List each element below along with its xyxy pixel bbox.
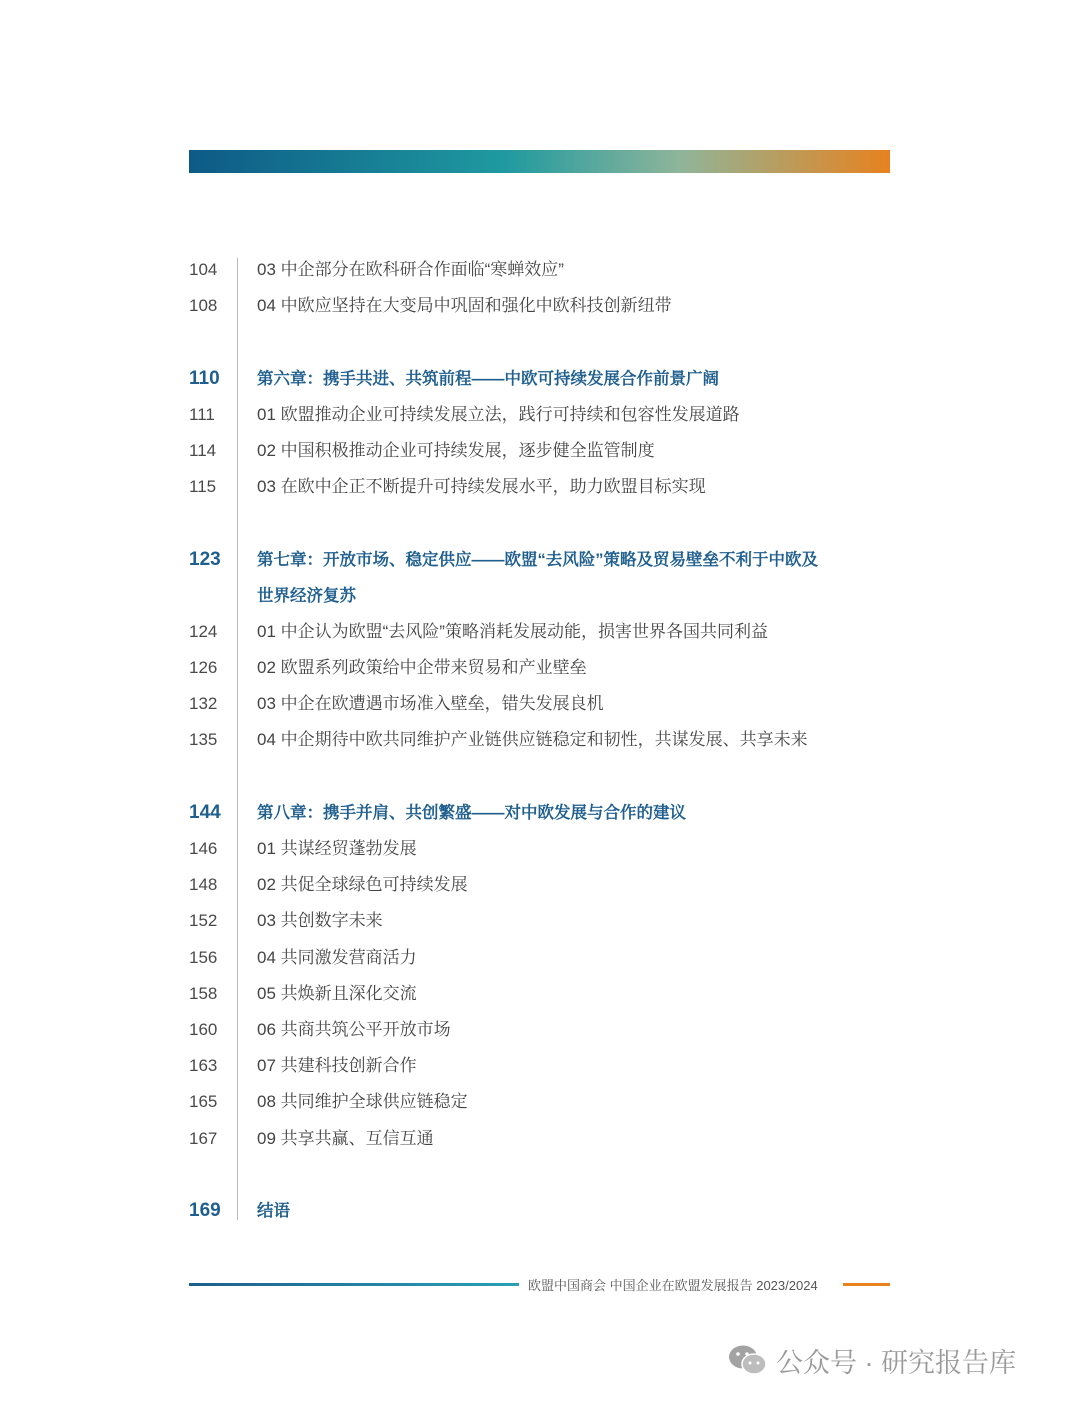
toc-entry[interactable]: 167 09 共享共赢、互信互通	[189, 1128, 434, 1148]
toc-entry[interactable]: 104 03 中企部分在欧科研合作面临“寒蝉效应”	[189, 260, 564, 279]
toc-entry[interactable]: 148 02 共促全球绿色可持续发展	[189, 875, 468, 895]
wechat-icon	[728, 1343, 768, 1377]
toc-chapter-heading[interactable]: 144 第八章：携手并肩、共创繁盛——对中欧发展与合作的建议	[189, 801, 686, 823]
watermark-text: 公众号 · 研究报告库	[776, 1347, 1016, 1378]
toc-entry[interactable]: 111 01 欧盟推动企业可持续发展立法，践行可持续和包容性发展道路	[189, 404, 740, 424]
toc-entry[interactable]: 158 05 共焕新且深化交流	[189, 983, 417, 1003]
toc-entry[interactable]: 152 03 共创数字未来	[189, 911, 383, 931]
table-of-contents	[189, 252, 890, 1229]
toc-entry[interactable]: 146 01 共谋经贸蓬勃发展	[189, 839, 417, 858]
footer-rule-left	[189, 1283, 519, 1286]
toc-entry[interactable]: 156 04 共同激发营商活力	[189, 947, 417, 967]
toc-entry[interactable]: 165 08 共同维护全球供应链稳定	[189, 1092, 468, 1112]
footer-rule-right	[843, 1283, 890, 1286]
toc-chapter-heading-continued[interactable]: 世界经济复苏	[257, 586, 356, 605]
toc-entry[interactable]: 160 06 共商共筑公平开放市场	[189, 1019, 451, 1039]
header-gradient-bar	[189, 150, 890, 173]
toc-chapter-heading[interactable]: 169 结语	[189, 1199, 290, 1221]
toc-entry[interactable]: 135 04 中企期待中欧共同维护产业链供应链稳定和韧性，共谋发展、共享未来	[189, 730, 808, 750]
toc-entry[interactable]: 124 01 中企认为欧盟“去风险”策略消耗发展动能，损害世界各国共同利益	[189, 621, 768, 641]
toc-entry[interactable]: 115 03 在欧中企正不断提升可持续发展水平，助力欧盟目标实现	[189, 477, 706, 497]
toc-chapter-heading[interactable]: 110 第六章：携手共进、共筑前程——中欧可持续发展合作前景广阔	[189, 367, 719, 389]
footer-caption: 欧盟中国商会 中国企业在欧盟发展报告 2023/2024	[528, 1278, 818, 1293]
toc-entry[interactable]: 126 02 欧盟系列政策给中企带来贸易和产业壁垒	[189, 658, 587, 678]
toc-entry[interactable]: 114 02 中国积极推动企业可持续发展，逐步健全监管制度	[189, 440, 655, 460]
toc-entry[interactable]: 108 04 中欧应坚持在大变局中巩固和强化中欧科技创新纽带	[189, 296, 672, 316]
watermark	[728, 1340, 1016, 1380]
toc-chapter-heading[interactable]: 123 第七章：开放市场、稳定供应——欧盟“去风险”策略及贸易壁垒不利于中欧及	[189, 548, 818, 570]
toc-entry[interactable]: 132 03 中企在欧遭遇市场准入壁垒，错失发展良机	[189, 694, 604, 714]
toc-entry[interactable]: 163 07 共建科技创新合作	[189, 1056, 417, 1076]
